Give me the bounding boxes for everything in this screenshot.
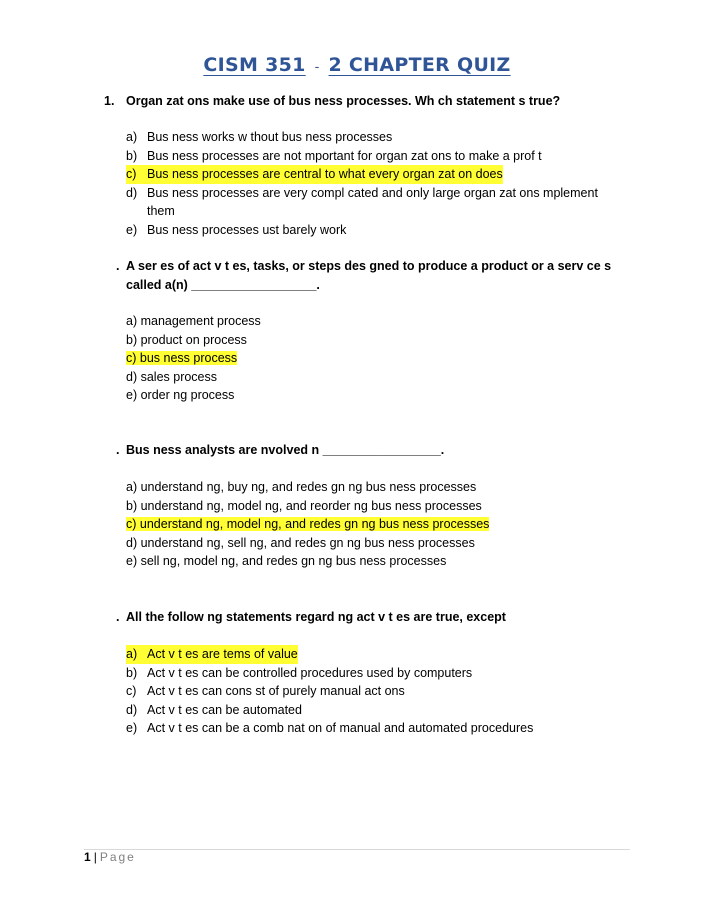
page-label: Page bbox=[99, 850, 136, 864]
option-e bbox=[126, 719, 626, 738]
option-letter: a) bbox=[126, 130, 138, 144]
option-a-answer bbox=[126, 645, 298, 664]
option-d bbox=[126, 534, 626, 553]
question-3 bbox=[104, 441, 624, 460]
option-text: Bus ness processes are central to what every organ zat on does bbox=[147, 167, 503, 181]
option-text: Act v t es can be a comb nat on of manual and automated procedures bbox=[147, 721, 534, 735]
option-text: Bus ness processes are not mportant for organ zat ons to make a prof t bbox=[147, 148, 542, 163]
option-c-answer bbox=[126, 165, 503, 184]
option-text: Bus ness works w thout bus ness processes bbox=[147, 130, 393, 144]
option-letter: d) bbox=[126, 185, 138, 200]
option-a bbox=[126, 128, 626, 147]
option-letter: c) bbox=[126, 684, 137, 698]
footer-separator: | bbox=[93, 850, 97, 864]
option-c-answer bbox=[126, 515, 626, 534]
title-right: 2 CHAPTER QUIZ bbox=[328, 54, 511, 76]
option-text: e) order ng process bbox=[126, 388, 235, 402]
option-letter: b) bbox=[126, 148, 138, 163]
question-number: . bbox=[116, 610, 120, 624]
option-text: b) product on process bbox=[126, 332, 247, 347]
question-2-options bbox=[126, 312, 626, 405]
option-b bbox=[126, 497, 626, 516]
option-text: Act v t es can be automated bbox=[147, 702, 302, 717]
question-text: Organ zat ons make use of bus ness processes. Wh ch statement s true? bbox=[126, 94, 561, 108]
question-1 bbox=[104, 92, 624, 111]
question-2 bbox=[104, 257, 624, 294]
option-letter: e) bbox=[126, 222, 138, 237]
question-text: A ser es of act v t es, tasks, or steps des gned to produce a product or a serv ce s called a(n) __________________. bbox=[126, 259, 612, 292]
question-4-options bbox=[126, 645, 626, 738]
question-text: All the follow ng statements regard ng act v t es are true, except bbox=[126, 610, 506, 624]
option-b bbox=[126, 331, 626, 350]
footer-divider bbox=[84, 849, 630, 850]
option-text: d) sales process bbox=[126, 369, 218, 384]
question-number: . bbox=[116, 259, 120, 273]
option-b bbox=[126, 147, 626, 166]
option-d bbox=[126, 701, 626, 720]
option-text: Act v t es are tems of value bbox=[147, 647, 298, 661]
page-footer bbox=[84, 850, 136, 864]
question-3-options bbox=[126, 478, 626, 571]
option-b bbox=[126, 664, 626, 683]
option-text: Act v t es can be controlled procedures used by computers bbox=[147, 665, 473, 680]
option-a bbox=[126, 478, 626, 497]
option-text: d) understand ng, sell ng, and redes gn ng bus ness processes bbox=[126, 535, 475, 550]
option-text: b) understand ng, model ng, and reorder ng bus ness processes bbox=[126, 498, 482, 513]
option-text: a) management process bbox=[126, 314, 261, 328]
page-title bbox=[0, 54, 714, 76]
option-letter: d) bbox=[126, 702, 138, 717]
option-e bbox=[126, 221, 626, 240]
option-text: c) understand ng, model ng, and redes gn ng bus ness processes bbox=[126, 517, 490, 531]
title-left: CISM 351 bbox=[203, 54, 306, 76]
option-letter: a) bbox=[126, 647, 138, 661]
question-text: Bus ness analysts are nvolved n _________________. bbox=[126, 443, 445, 457]
option-text: e) sell ng, model ng, and redes gn ng bus ness processes bbox=[126, 554, 447, 568]
option-letter: c) bbox=[126, 167, 137, 181]
option-text: c) bus ness process bbox=[126, 351, 238, 365]
option-d bbox=[126, 184, 626, 221]
option-a bbox=[126, 312, 626, 331]
title-dash: - bbox=[314, 60, 320, 75]
question-1-options bbox=[126, 128, 626, 239]
option-letter: e) bbox=[126, 721, 138, 735]
option-c bbox=[126, 682, 626, 701]
option-text: Bus ness processes are very compl cated and only large organ zat ons mplement them bbox=[147, 185, 598, 218]
option-e bbox=[126, 386, 626, 405]
option-text: a) understand ng, buy ng, and redes gn ng bus ness processes bbox=[126, 480, 477, 494]
page-number: 1 bbox=[84, 850, 91, 864]
option-text: Act v t es can cons st of purely manual act ons bbox=[147, 684, 405, 698]
option-d bbox=[126, 368, 626, 387]
option-text: Bus ness processes ust barely work bbox=[147, 222, 347, 237]
option-e bbox=[126, 552, 626, 571]
question-number: 1. bbox=[104, 94, 115, 108]
question-number: . bbox=[116, 443, 120, 457]
option-letter: b) bbox=[126, 665, 138, 680]
option-c-answer bbox=[126, 349, 626, 368]
question-4 bbox=[104, 608, 624, 627]
